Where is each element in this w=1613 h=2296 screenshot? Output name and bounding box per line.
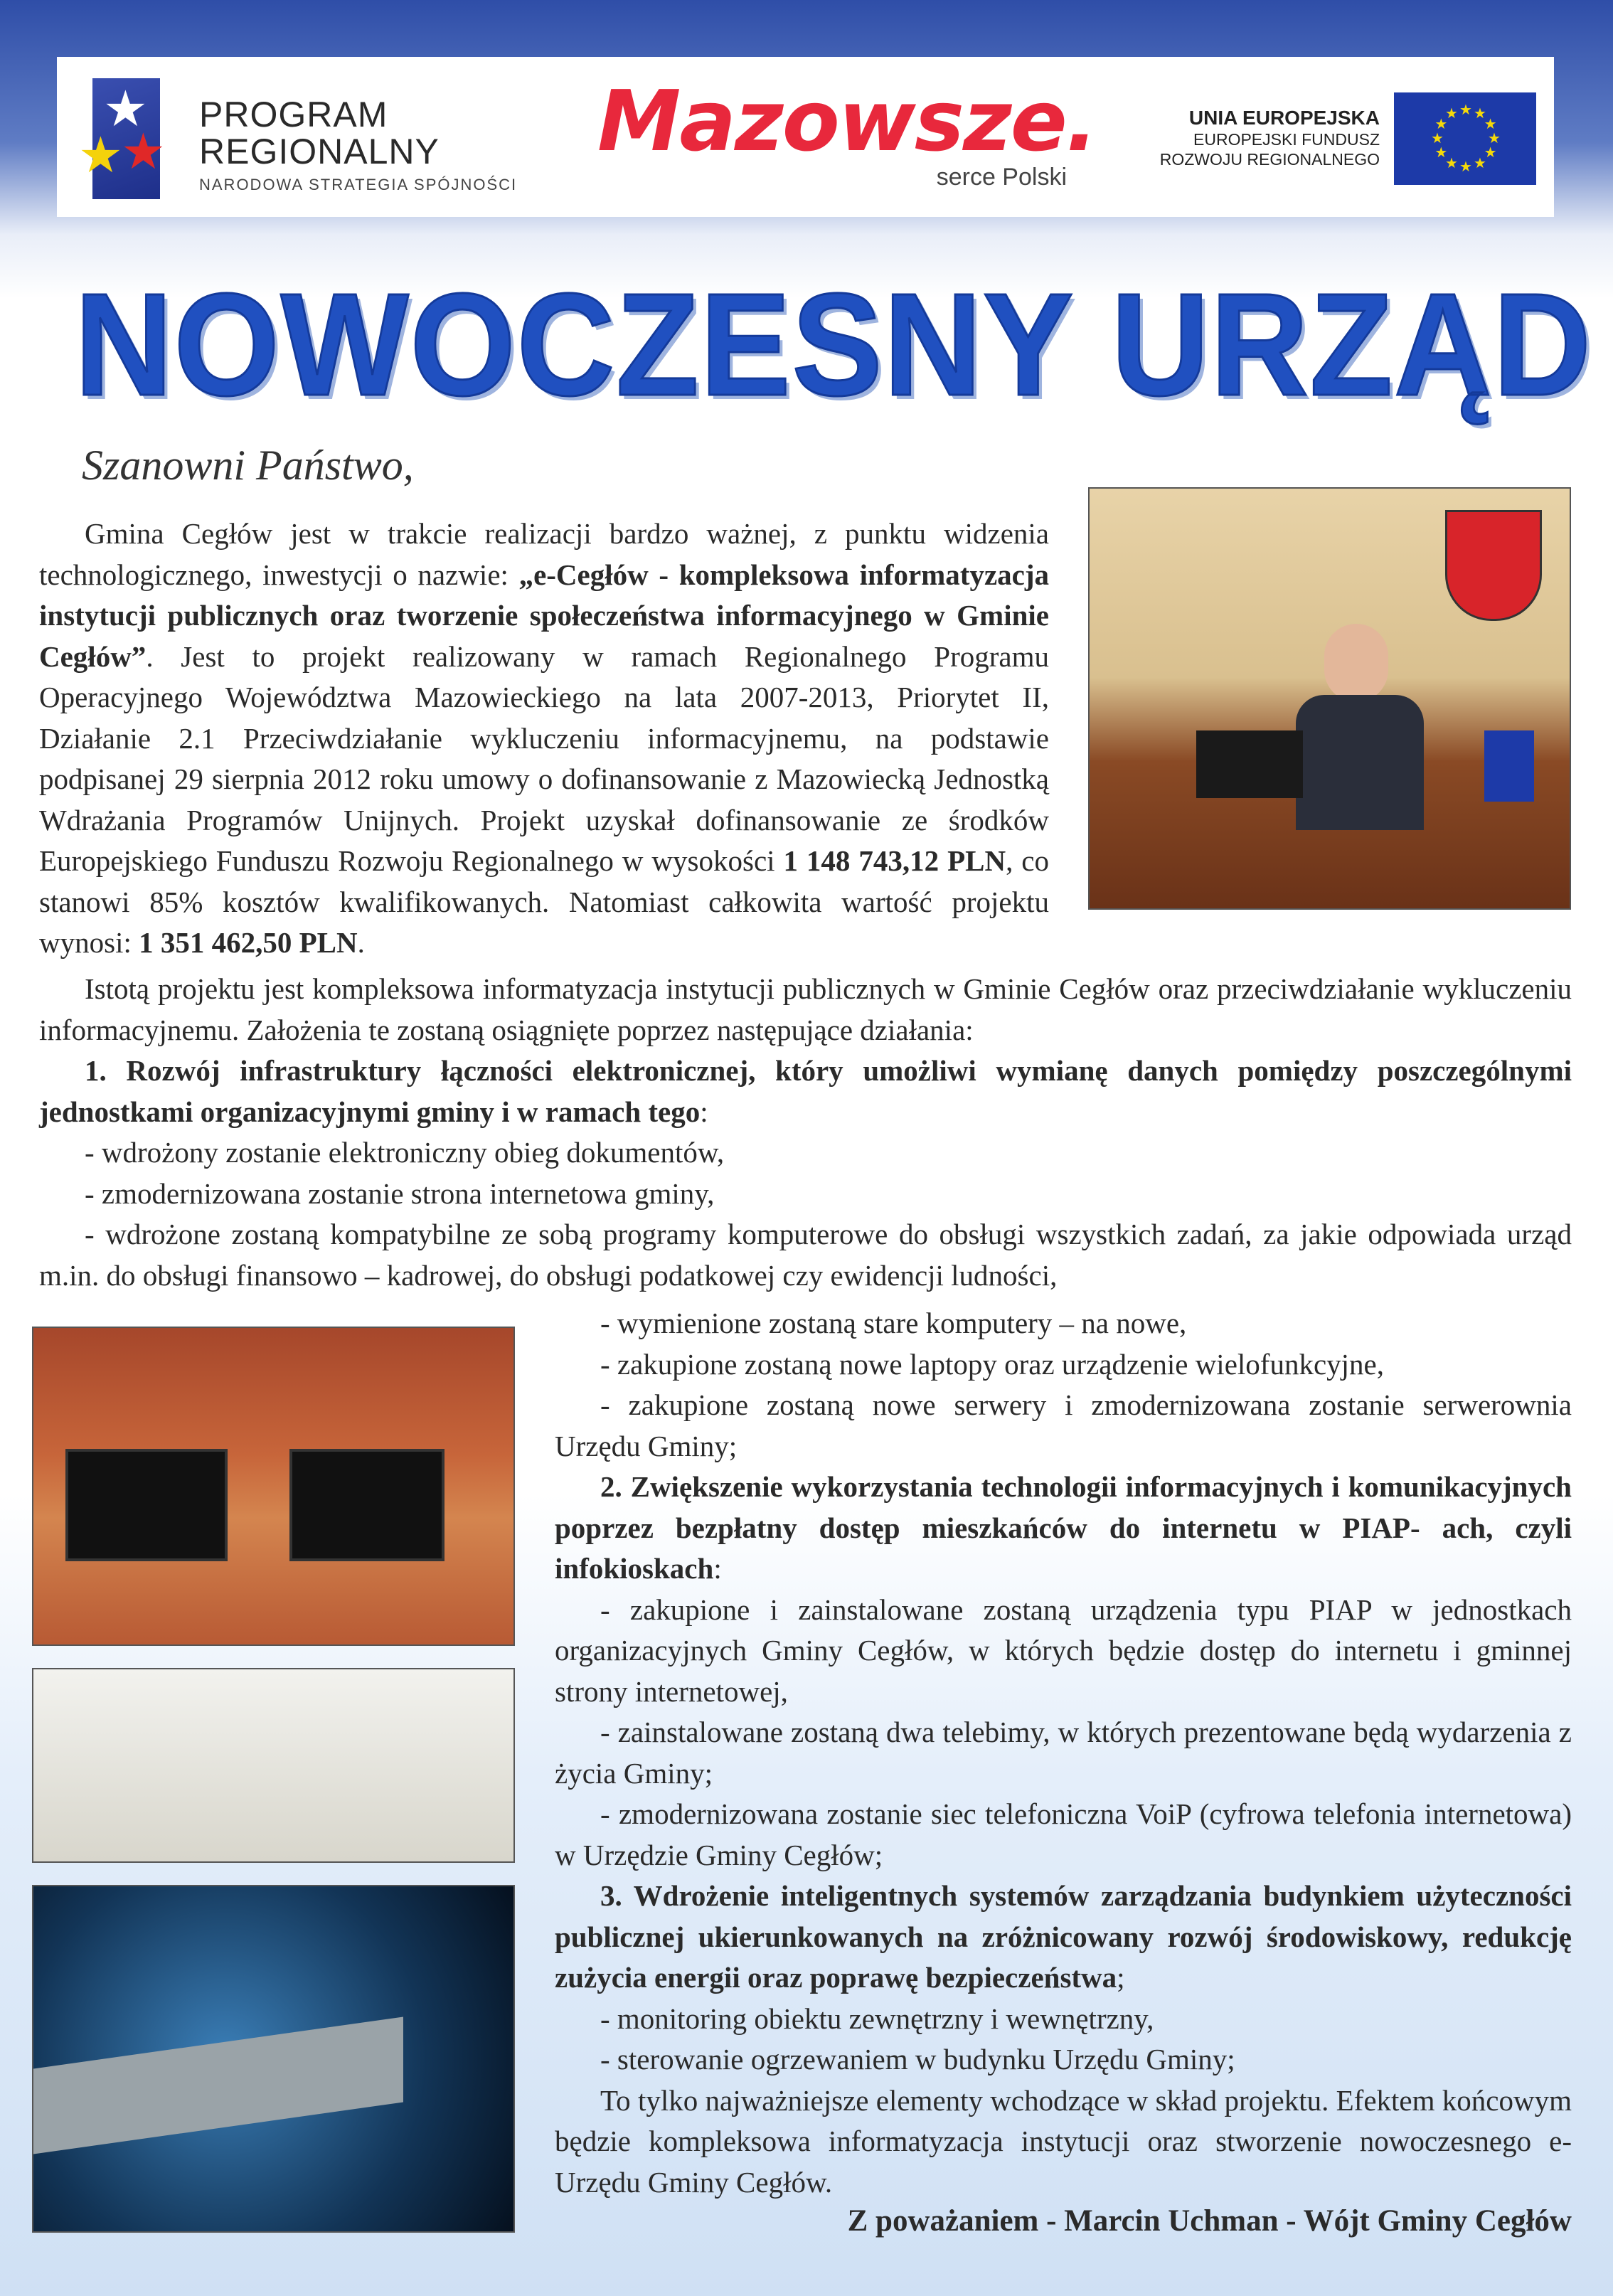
office-computers-photo	[32, 1327, 515, 1646]
paragraph	[555, 2039, 1572, 2080]
text-run: - zainstalowane zostaną dwa telebimy, w których prezentowane będą wydarzenia z życia Gminy;	[555, 1716, 1572, 1790]
paragraph	[39, 969, 1572, 1051]
star-icon: ★	[121, 125, 166, 180]
mazowsze-wordmark: Mazowsze.	[597, 72, 1097, 170]
paragraph	[555, 2080, 1572, 2204]
room-camera-photo	[32, 1668, 515, 1863]
star-icon: ★	[1445, 155, 1458, 171]
greeting: Szanowni Państwo,	[82, 442, 414, 489]
switch	[33, 2016, 403, 2154]
person-suit	[1296, 695, 1424, 830]
network-switch-photo	[32, 1885, 515, 2233]
text-run: - zakupione zostaną nowe laptopy oraz urządzenie wielofunkcyjne,	[600, 1347, 1384, 1381]
text-run: - wdrożone zostaną kompatybilne ze sobą programy komputerowe do obsługi wszystkich zadań, za jakie odpowiada urząd m.in. do obsługi finansowo – kadrowej, do obsługi podatkowej czy ewidencji ludności,	[39, 1218, 1572, 1292]
page-title: NOWOCZESNY URZĄD	[75, 263, 1592, 426]
text-run: ;	[1117, 1961, 1125, 1994]
paragraph	[555, 1876, 1572, 1999]
bold-text: 2. Zwiększenie wykorzystania technologii informacyjnych i komunikacyjnych poprzez bezpłatny dostęp mieszkańców do internetu w PIAP- ach, czyli infokioskach	[555, 1470, 1572, 1585]
star-icon: ★	[1459, 159, 1472, 175]
paragraph	[555, 1303, 1572, 1344]
star-icon: ★	[1431, 131, 1444, 147]
laptop	[1196, 730, 1303, 798]
star-icon: ★	[103, 83, 148, 137]
text-run: .	[357, 926, 365, 959]
star-icon: ★	[1445, 106, 1458, 122]
program-regionalny-logo	[78, 78, 166, 199]
star-icon: ★	[1459, 102, 1472, 118]
mazowsze-logo	[597, 72, 1097, 191]
paragraph	[555, 1712, 1572, 1794]
text-run: . Jest to projekt realizowany w ramach Regionalnego Programu Operacyjnego Województwa Mazowieckiego na lata 2007-2013, Priorytet II, Działanie 2.1 Przeciwdziałanie wykluczeniu informacyjnemu, na podstawie podpisanej 29 sierpnia 2012 roku umowy o dofinansowanie z Mazowiecką Jednostką Wdrażania Programów Unijnych. Projekt uzyskał dofinansowanie ze środków Europejskiego Funduszu Rozwoju Regionalnego w wysokości	[39, 639, 1049, 877]
goals-section	[39, 969, 1572, 1296]
bold-text: 1 148 743,12 PLN	[783, 844, 1006, 877]
eu-desk-flag	[1484, 730, 1534, 802]
eu-text	[1095, 107, 1380, 169]
eu-line3: ROZWOJU REGIONALNEGO	[1159, 150, 1380, 169]
star-icon: ★	[1434, 145, 1448, 161]
person-head	[1324, 624, 1388, 702]
star-icon: ★	[1484, 117, 1497, 132]
eu-flag-icon	[1394, 92, 1536, 185]
bold-text: 1. Rozwój infrastruktury łączności elektronicznej, który umożliwi wymianę danych pomiędzy poszczególnymi jednostkami organizacyjnymi gminy i w ramach tego	[39, 1054, 1572, 1128]
paragraph	[555, 1385, 1572, 1467]
paragraph	[39, 1214, 1572, 1296]
paragraph	[39, 1174, 1572, 1215]
paragraph	[39, 1051, 1572, 1132]
text-run: :	[700, 1095, 708, 1128]
text-run: - sterowanie ogrzewaniem w budynku Urzędu Gminy;	[600, 2043, 1235, 2076]
paragraph	[555, 1467, 1572, 1590]
text-run: - zmodernizowana zostanie siec telefoniczna VoiP (cyfrowa telefonia internetowa) w Urzędzie Gminy Cegłów;	[555, 1797, 1572, 1871]
paragraph	[39, 1132, 1572, 1174]
mazowsze-tagline: serce Polski	[936, 164, 1067, 191]
text-run: Gmina Cegłów jest w trakcie realizacji bardzo ważnej, z punktu widzenia technologicznego, inwestycji o nazwie:	[39, 517, 1049, 591]
bold-text: 3. Wdrożenie inteligentnych systemów zarządzania budynkiem użyteczności publicznej ukierunkowanych na zróżnicowany rozwój środowiskowy, redukcję zużycia energii oraz poprawę bezpieczeństwa	[555, 1879, 1572, 1994]
star-icon: ★	[1474, 106, 1486, 122]
eu-line1: UNIA EUROPEJSKA	[1188, 107, 1380, 129]
monitor	[289, 1449, 444, 1561]
text-run: - wymienione zostaną stare komputery – na nowe,	[600, 1307, 1187, 1339]
star-icon: ★	[1488, 131, 1501, 147]
signature: Z poważaniem - Marcin Uchman - Wójt Gminy Cegłów	[847, 2204, 1572, 2238]
program-line3: NARODOWA STRATEGIA SPÓJNOŚCI	[199, 176, 518, 193]
monitor	[65, 1449, 228, 1561]
text-run: To tylko najważniejsze elementy wchodzące w skład projektu. Efektem końcowym będzie kompleksowa informatyzacja instytucji oraz stworzenie nowoczesnego e-Urzędu Gminy Cegłów.	[555, 2083, 1572, 2199]
text-run: - zakupione i zainstalowane zostaną urządzenia typu PIAP w jednostkach organizacyjnych Gminy Cegłów, w których będzie dostęp do internetu i gminnej strony internetowej,	[555, 1593, 1572, 1708]
program-regionalny-text	[199, 96, 517, 194]
logo-bar	[57, 57, 1554, 217]
text-run: Istotą projektu jest kompleksowa informatyzacja instytucji publicznych w Gminie Cegłów oraz przeciwdziałanie wykluczeniu informacyjnemu. Założenia te zostaną osiągnięte poprzez następujące działania:	[39, 972, 1572, 1046]
mayor-photo	[1088, 487, 1571, 910]
text-run: , co stanowi 85% kosztów kwalifikowanych. Natomiast całkowita wartość projektu wynosi:	[39, 844, 1049, 959]
star-icon: ★	[78, 129, 123, 184]
actions-section	[555, 1303, 1572, 2203]
star-icon: ★	[1484, 145, 1497, 161]
program-line2: REGIONALNY	[199, 132, 440, 171]
program-line1: PROGRAM	[199, 95, 388, 134]
paragraph	[555, 1344, 1572, 1386]
paragraph	[555, 1999, 1572, 2040]
text-run: :	[713, 1552, 722, 1585]
star-icon: ★	[1434, 117, 1448, 132]
text-run: - zakupione zostaną nowe serwery i zmodernizowana zostanie serwerownia Urzędu Gminy;	[555, 1388, 1572, 1462]
coat-of-arms-icon	[1445, 510, 1542, 621]
eu-line2: EUROPEJSKI FUNDUSZ	[1193, 130, 1380, 149]
text-run: - wdrożony zostanie elektroniczny obieg dokumentów,	[85, 1136, 725, 1169]
text-run: - monitoring obiektu zewnętrzny i wewnętrzny,	[600, 2002, 1154, 2035]
intro-paragraph	[39, 514, 1049, 964]
paragraph	[555, 1794, 1572, 1876]
bold-text: 1 351 462,50 PLN	[139, 926, 358, 959]
paragraph	[555, 1590, 1572, 1713]
star-icon: ★	[1474, 155, 1486, 171]
bold-text: „e-Cegłów - kompleksowa informatyzacja instytucji publicznych oraz tworzenie społeczeństwa informacyjnego w Gminie Cegłów”	[39, 558, 1049, 673]
text-run: - zmodernizowana zostanie strona internetowa gminy,	[85, 1176, 715, 1210]
